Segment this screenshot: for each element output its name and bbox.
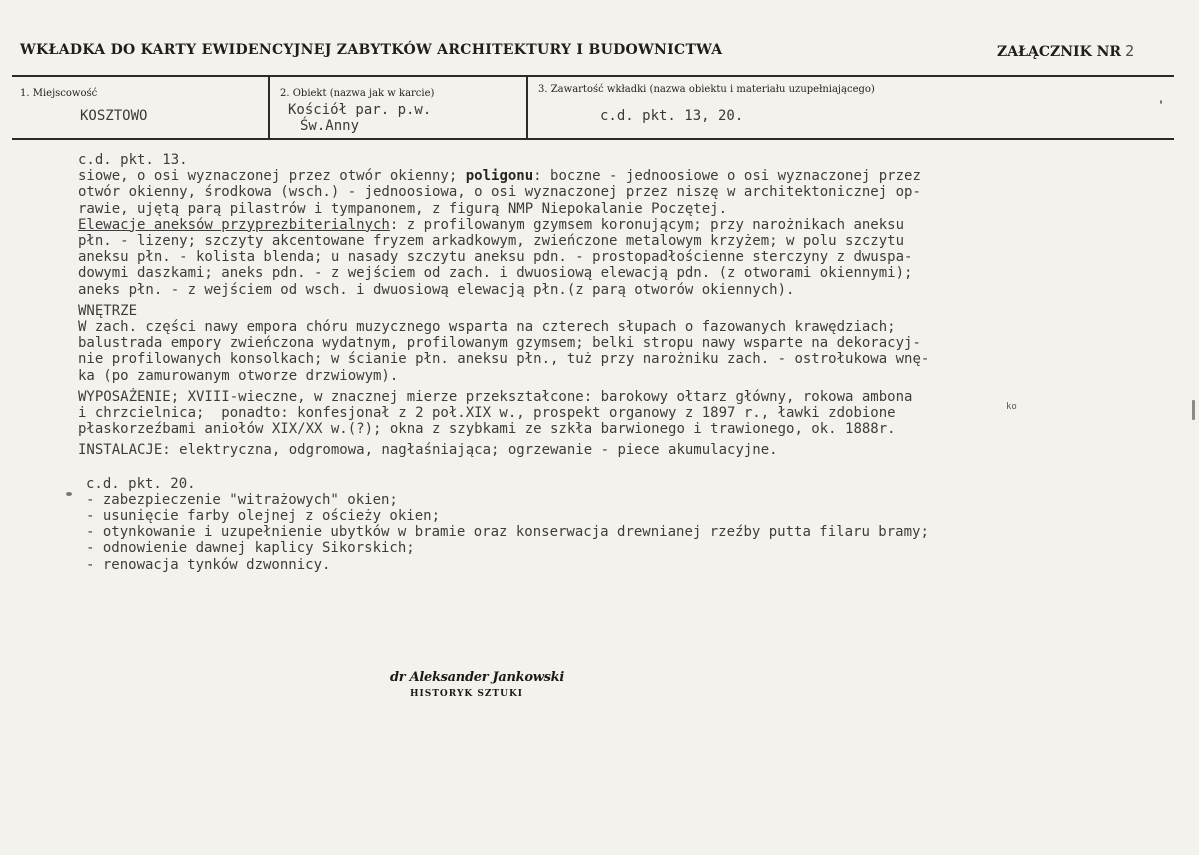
section-heading: WNĘTRZE <box>78 302 138 319</box>
object-value-line2: Św.Anny <box>300 118 360 134</box>
text-line <box>78 217 1188 233</box>
field-divider-2 <box>526 76 528 139</box>
field-divider-1 <box>268 76 270 139</box>
text-line: c.d. pkt. 20. <box>86 475 196 492</box>
text-line: aneksu płn. - kolista blenda; u nasady szczytu aneksu pdn. - prostopadłościenne sterczyny z dwuspa- <box>78 249 913 266</box>
paper-speck <box>1160 100 1162 104</box>
text-line: rawie, ujętą parą pilastrów i tympanonem, z figurą NMP Niepokalanie Poczętej. <box>78 200 728 217</box>
text-line: balustrada empory zwieńczona wydatnym, profilowanym gzymsem; belki stropu nawy wsparte na dekoracyj- <box>78 335 921 352</box>
signature-name: dr Aleksander Jankowski <box>390 670 564 685</box>
text-line: dowymi daszkami; aneks pdn. - z wejściem od zach. i dwuosiową elewacją pdn. (z otworami okiennymi); <box>78 265 913 282</box>
bold-term: poligonu <box>465 168 534 185</box>
text-line: nie profilowanych konsolkach; w ścianie płn. aneksu płn., tuż przy narożniku zach. - ostrołukowa wnę- <box>78 351 930 368</box>
handwritten-correction: ko <box>1006 402 1017 412</box>
text-line: płn. - lizeny; szczyty akcentowane fryzem arkadkowym, zwieńczone metalowym krzyżem; w polu szczytu <box>78 233 905 250</box>
list-item: - otynkowanie i uzupełnienie ubytków w bramie oraz konserwacja drewnianej rzeźby putta filaru bramy; <box>86 524 929 541</box>
text-line <box>78 168 1188 184</box>
object-value-line1: Kościół par. p.w. <box>288 102 432 118</box>
sheet-title: WKŁADKA DO KARTY EWIDENCYJNEJ ZABYTKÓW ARCHITEKTURY I BUDOWNICTWA <box>20 42 723 58</box>
annex-label-text: ZAŁĄCZNIK NR <box>997 44 1122 60</box>
text-line: i chrzcielnica; ponadto: konfesjonał z 2 poł.XIX w., prospekt organowy z 1897 r., ławki zdobione <box>78 405 896 422</box>
typed-description <box>78 152 1188 573</box>
object-label: 2. Obiekt (nazwa jak w karcie) <box>280 88 435 99</box>
spacer <box>78 459 1188 476</box>
place-value: KOSZTOWO <box>80 108 148 124</box>
text-fragment: : boczne - jednoosiowe o osi wyznaczonej przez <box>533 168 921 185</box>
place-label: 1. Miejscowość <box>20 88 98 99</box>
text-line: WYPOSAŻENIE; XVIII-wieczne, w znacznej mierze przekształcone: barokowy ołtarz główny, rokowa ambona <box>78 388 913 405</box>
paper-speck <box>66 492 72 496</box>
contents-value: c.d. pkt. 13, 20. <box>600 108 744 124</box>
annex-label <box>997 42 1134 60</box>
text-line: ka (po zamurowanym otworze drzwiowym). <box>78 367 399 384</box>
header-bottom-rule <box>12 138 1174 140</box>
text-line: otwór okienny, środkowa (wsch.) - jednoosiowa, o osi wyznaczonej przez niszę w architektonicznej op- <box>78 184 921 201</box>
annex-number: 2 <box>1125 42 1135 60</box>
list-item: - odnowienie dawnej kaplicy Sikorskich; <box>86 540 415 557</box>
text-fragment: : z profilowanym gzymsem koronującym; przy narożnikach aneksu <box>389 216 905 233</box>
list-item: - zabezpieczenie "witrażowych" okien; <box>86 491 398 508</box>
text-line: aneks płn. - z wejściem od wsch. i dwuosiową elewacją płn.(z parą otworów okiennych). <box>78 281 795 298</box>
text-line: W zach. części nawy empora chóru muzycznego wsparta na czterech słupach o fazowanych krawędziach; <box>78 319 896 336</box>
text-line: c.d. pkt. 13. <box>78 152 188 168</box>
contents-label: 3. Zawartość wkładki (nazwa obiektu i materiału uzupełniającego) <box>538 84 875 95</box>
list-item: - usunięcie farby olejnej z ościeży okien; <box>86 508 441 525</box>
text-fragment: siowe, o osi wyznaczonej przez otwór okienny; <box>78 168 466 185</box>
text-line: płaskorzeźbami aniołów XIX/XX w.(?); okna z szybkami ze szkła barwionego i trawionego, ok. 1888r. <box>78 421 896 438</box>
paper-speck <box>1192 400 1195 420</box>
text-line: INSTALACJE: elektryczna, odgromowa, nagłaśniająca; ogrzewanie - piece akumulacyjne. <box>78 442 778 459</box>
underlined-heading: Elewacje aneksów przyprezbiterialnych <box>78 216 390 233</box>
list-item: - renowacja tynków dzwonnicy. <box>86 556 331 573</box>
header-top-rule <box>12 75 1174 77</box>
signature-title: HISTORYK SZTUKI <box>410 689 523 699</box>
